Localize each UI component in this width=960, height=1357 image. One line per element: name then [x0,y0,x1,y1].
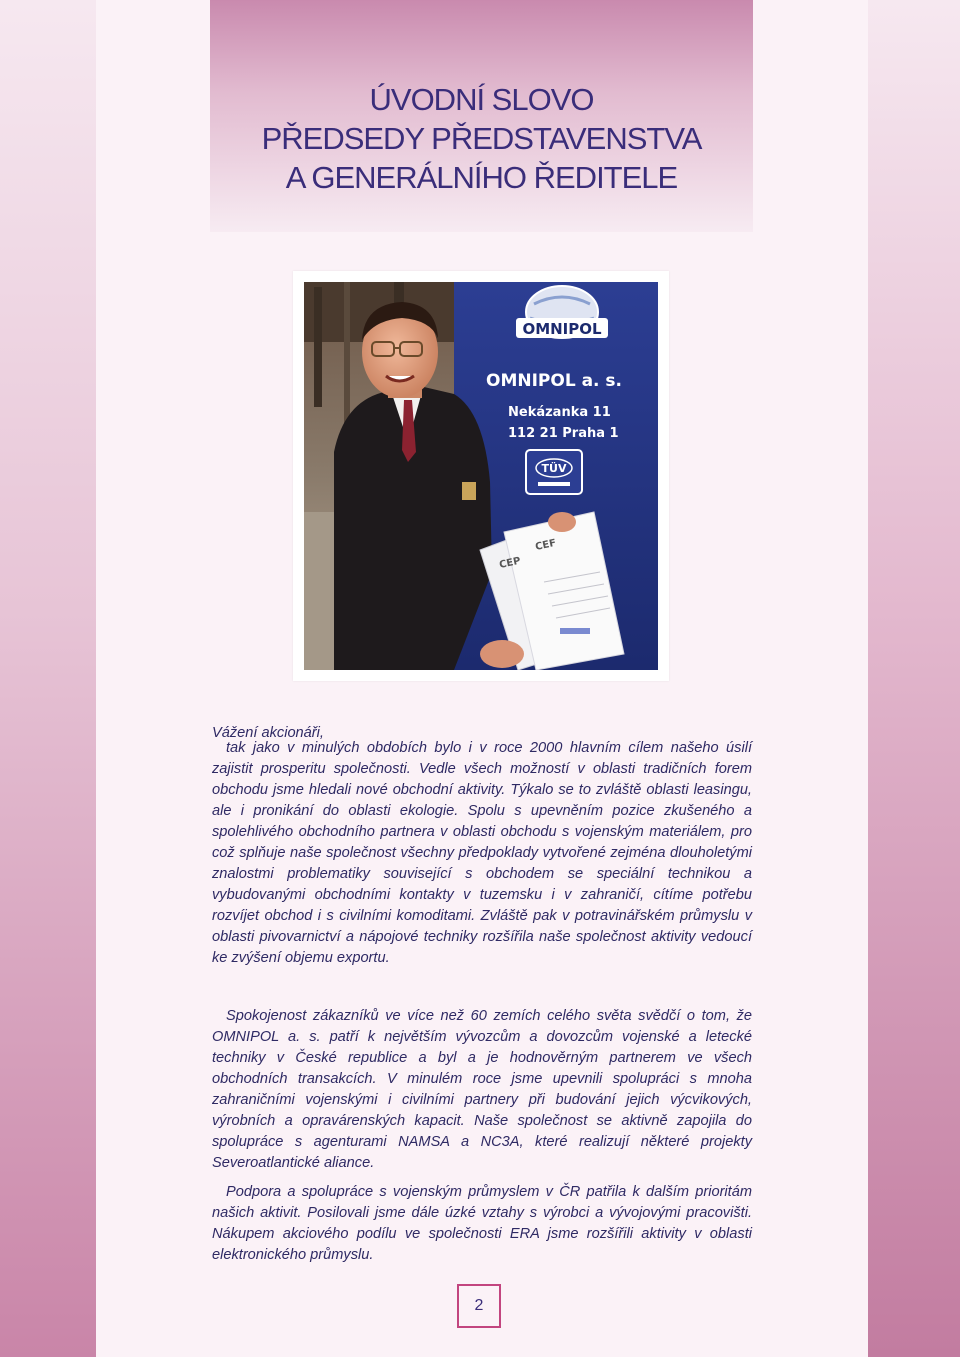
salutation-text: Vážení akcionáři, [212,725,324,741]
paragraph-text: Podpora a spolupráce s vojenským průmyslem v ČR patřila k dalším prioritám našich aktivit. Posilovali jsme dále úzké vztahy s výrobci a vývojovými pracovišti. Nákupem akciového podílu ve společnosti ERA jsme rozšířili aktivity v oblasti elektronického průmyslu. [212,1184,752,1263]
page-title [210,80,753,197]
paragraph-3 [212,1182,752,1266]
title-line-1: ÚVODNÍ SLOVO [369,82,594,117]
title-line-3: A GENERÁLNÍHO ŘEDITELE [285,160,678,195]
sign-logo-text: OMNIPOL [522,320,602,338]
paragraph-text: tak jako v minulých obdobích bylo i v roce 2000 hlavním cílem našeho úsilí zajistit prosperitu společnosti. Vedle všech možností v oblasti tradičních forem obchodu jsme hledali nové obchodní aktivity. Týkalo se to zvláště oblasti leasingu, ale i pronikání do oblasti ekologie. Spolu s upevněním pozice zkušeného a spolehlivého obchodního partnera v oblasti obchodu s vojenským materiálem, pro což splňuje naše společnost všechny předpoklady vytvořené zejména dlouholetými znalostmi problematiky související s obchodem se speciální technikou a vybudovanými obchodními kontakty v tuzemsku i v zahraničí, cítíme potřebu rozvíjet obchod i s civilními komoditami. Zvláště pak v potravinářském průmyslu v oblasti pivovarnictví a nápojové techniky rozšířila naše společnost aktivity vedoucí ke zvýšení objemu exportu. [212,740,752,966]
doc2-mark: CEF [534,537,558,553]
sign-company-text: OMNIPOL a. s. [486,371,623,391]
sign-street-text: Nekázanka 11 [508,405,611,420]
paragraph-2 [212,1006,752,1174]
paragraph-1 [212,738,752,969]
page-number: 2 [457,1284,501,1328]
sign-city-text: 112 21 Praha 1 [508,426,619,441]
tuv-badge [526,450,582,494]
photo-frame [293,271,669,681]
doc1-mark: CEP [498,555,522,571]
left-gradient-margin [0,0,96,1357]
sign-cert-text: TÜV [541,462,567,475]
portrait-photo-illustration [304,282,658,670]
right-gradient-margin [868,0,960,1357]
paragraph-text: Spokojenost zákazníků ve více než 60 zemích celého světa svědčí o tom, že OMNIPOL a. s. patří k největším vývozcům a dovozcům vojenské a letecké techniky v České republice a byl a je hodnověrným partnerem ve všech obchodních transakcích. V minulém roce jsme upevnili spolupráci s mnoha zahraničními vojenskými i civilními partnery při budování jejich výcvikových, výrobních a opravárenských kapacit. Naše společnost se aktivně zapojila do spolupráce s agenturami NAMSA a NC3A, které realizují některé projekty Severoatlantické aliance. [212,1008,752,1171]
title-line-2: PŘEDSEDY PŘEDSTAVENSTVA [261,121,702,156]
portrait-photo [304,282,658,670]
